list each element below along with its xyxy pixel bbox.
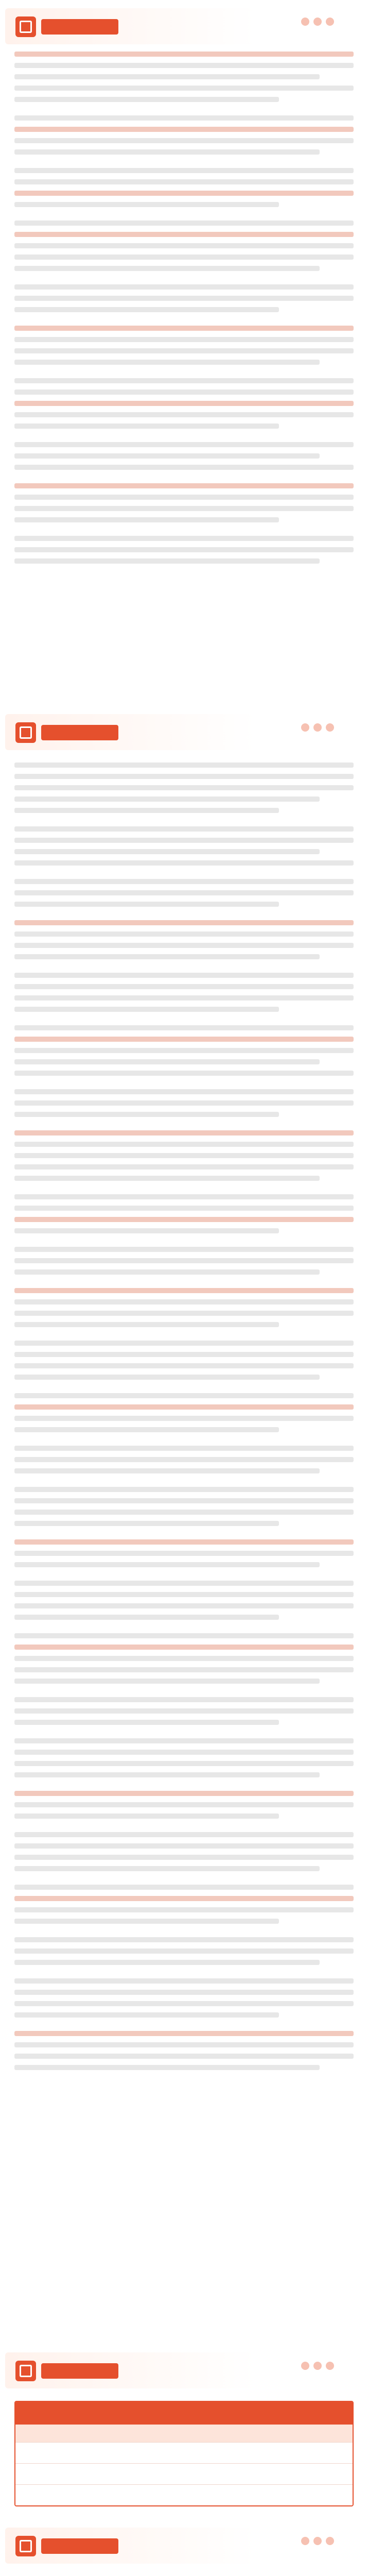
news-paragraph bbox=[14, 52, 354, 102]
section-domestic-market bbox=[0, 711, 368, 752]
section-tag bbox=[15, 15, 118, 38]
table-row bbox=[15, 2463, 353, 2484]
section-tag bbox=[15, 721, 118, 744]
trading-tips-table bbox=[14, 2401, 354, 2506]
section-company-news bbox=[0, 5, 368, 46]
section-header-band bbox=[5, 2528, 363, 2564]
table-subheader bbox=[15, 2425, 353, 2442]
section-header-band bbox=[5, 714, 363, 750]
decor-dots-icon bbox=[301, 2362, 347, 2379]
section-header-band bbox=[5, 8, 363, 44]
section-title-bar bbox=[41, 2538, 118, 2554]
table-row bbox=[15, 2484, 353, 2505]
news-paragraph bbox=[14, 442, 354, 470]
news-paragraph bbox=[14, 284, 354, 312]
section-icon bbox=[15, 2361, 36, 2381]
table-row bbox=[15, 2442, 353, 2463]
section-global-markets bbox=[0, 2524, 368, 2566]
section-title-bar bbox=[41, 725, 118, 740]
news-paragraph bbox=[14, 115, 354, 155]
decor-dots-icon bbox=[301, 723, 347, 741]
section-tag bbox=[15, 2535, 118, 2557]
decor-dots-icon bbox=[301, 18, 347, 35]
news-paragraph bbox=[14, 378, 354, 429]
company-news-body bbox=[14, 52, 354, 577]
news-paragraph bbox=[14, 326, 354, 365]
section-icon bbox=[15, 16, 36, 37]
table-header bbox=[15, 2402, 353, 2425]
section-tag bbox=[15, 2360, 118, 2382]
section-title-bar bbox=[41, 2363, 118, 2379]
section-icon bbox=[15, 2536, 36, 2556]
news-paragraph bbox=[14, 168, 354, 207]
news-paragraph bbox=[14, 536, 354, 564]
news-paragraph bbox=[14, 483, 354, 522]
domestic-market-body bbox=[14, 762, 354, 2083]
section-title-bar bbox=[41, 19, 118, 35]
section-icon bbox=[15, 722, 36, 743]
decor-dots-icon bbox=[301, 2537, 347, 2554]
section-trading-tips bbox=[0, 2349, 368, 2391]
news-paragraph bbox=[14, 221, 354, 271]
section-header-band bbox=[5, 2352, 363, 2388]
